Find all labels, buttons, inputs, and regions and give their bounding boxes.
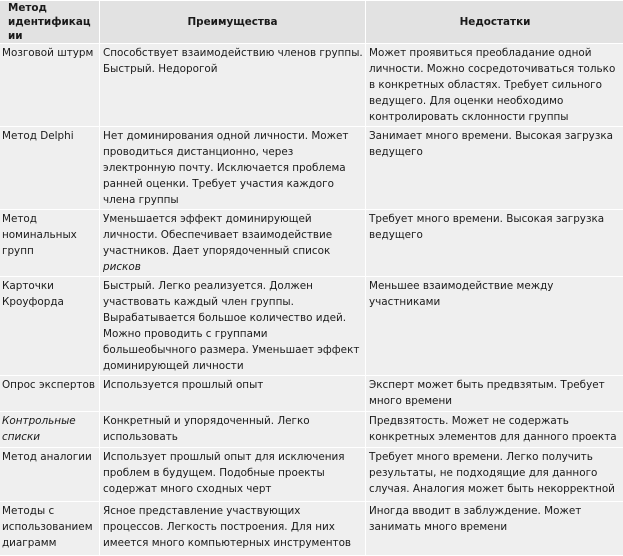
header-method [0, 1, 100, 44]
table-row [0, 412, 623, 448]
table-row [0, 44, 623, 127]
disadvantages-cell: Предвзятость. Может не содержать конкретных элементов для данного проекта [366, 412, 623, 448]
table-row [0, 210, 623, 277]
advantages-cell: Использует прошлый опыт для исключения проблем в будущем. Подобные проекты содержат много сходных черт [100, 448, 366, 502]
method-cell: Мозговой штурм [0, 44, 100, 127]
method-cell: Карточки Кроуфорда [0, 277, 100, 376]
table-row [0, 127, 623, 210]
advantages-cell: Конкретный и упорядоченный. Легко использовать [100, 412, 366, 448]
header-method-line2: идентификации [8, 16, 91, 42]
header-method-line1: Метод [8, 2, 47, 14]
header-disadvantages: Недостатки [366, 1, 623, 44]
header-advantages: Преимущества [100, 1, 366, 44]
method-cell: Контрольные списки [0, 412, 100, 448]
method-cell: Метод Delphi [0, 127, 100, 210]
disadvantages-cell: Иногда вводит в заблуждение. Может занимать много времени [366, 502, 623, 556]
disadvantages-cell: Занимает много времени. Высокая загрузка ведущего [366, 127, 623, 210]
table-row [0, 448, 623, 502]
advantages-cell: Способствует взаимодействию членов группы. Быстрый. Недорогой [100, 44, 366, 127]
method-cell: Метод аналогии [0, 448, 100, 502]
advantages-cell: Ясное представление участвующих процессов. Легкость построения. Для них имеется много компьютерных инструментов [100, 502, 366, 556]
method-cell: Методы с использованием диаграмм [0, 502, 100, 556]
disadvantages-cell: Может проявиться преобладание одной личности. Можно сосредоточиваться только в конкретных областях. Требует сильного ведущего. Для оценки необходимо контролировать склонности группы [366, 44, 623, 127]
table-row [0, 376, 623, 412]
method-cell: Метод номинальных групп [0, 210, 100, 277]
table-row [0, 502, 623, 556]
advantages-text: Уменьшается эффект доминирующей личности. Обеспечивает взаимодействие участников. Дает упорядоченный список [103, 213, 332, 257]
advantages-cell: Быстрый. Легко реализуется. Должен участвовать каждый член группы. Вырабатывается большое количество идей. Можно проводить с группами большеобычного размера. Уменьшает эффект доминирующей личности [100, 277, 366, 376]
disadvantages-cell: Требует много времени. Высокая загрузка ведущего [366, 210, 623, 277]
disadvantages-cell: Эксперт может быть предвзятым. Требует много времени [366, 376, 623, 412]
method-cell: Опрос экспертов [0, 376, 100, 412]
disadvantages-cell: Требует много времени. Легко получить результаты, не подходящие для данного случая. Аналогия может быть некорректной [366, 448, 623, 502]
header-row [0, 1, 623, 44]
advantages-cell: Нет доминирования одной личности. Может проводиться дистанционно, через электронную почту. Исключается проблема ранней оценки. Требует участия каждого члена группы [100, 127, 366, 210]
advantages-cell [100, 210, 366, 277]
risks-term: рисков [103, 261, 141, 273]
table-row [0, 277, 623, 376]
advantages-cell: Используется прошлый опыт [100, 376, 366, 412]
disadvantages-cell: Меньшее взаимодействие между участниками [366, 277, 623, 376]
